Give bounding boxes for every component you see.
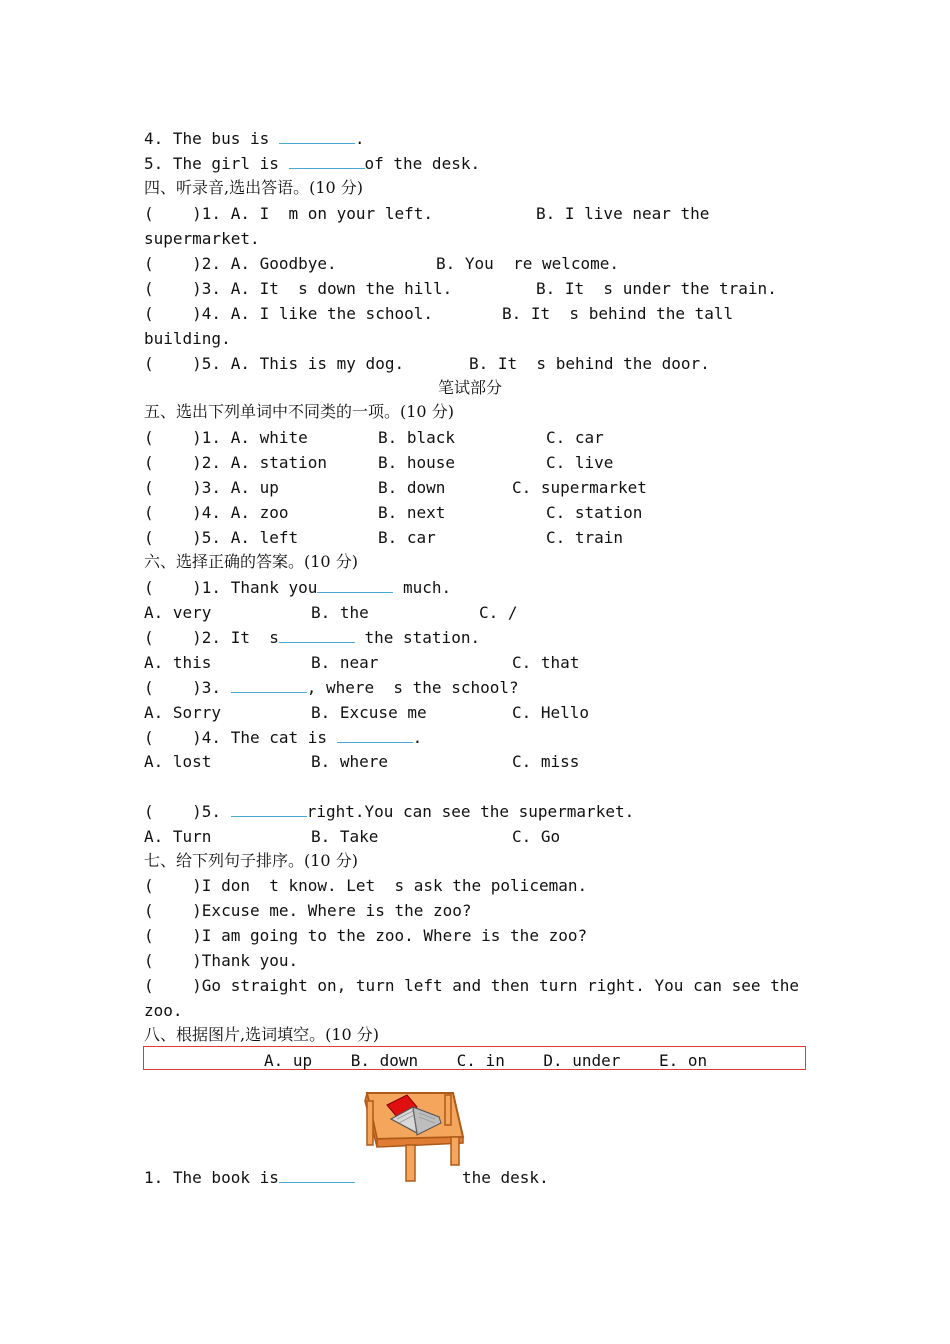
s6-q4: ( )4. The cat is .: [144, 728, 423, 747]
top-q5: 5. The girl is of the desk.: [144, 154, 481, 173]
s6-q1-opt-b: B. the: [311, 603, 369, 622]
s6-q5-opt-a: A. Turn: [144, 827, 212, 846]
written-part-title: 笔试部分: [438, 378, 503, 397]
s4-q3: ( )3. A. It s down the hill.: [144, 279, 453, 298]
section6-heading: 六、选择正确的答案。(10 分): [144, 552, 358, 571]
s6-q5: ( )5. right.You can see the supermarket.: [144, 802, 635, 821]
answer-blank[interactable]: [279, 129, 355, 144]
s4-q4-cont: building.: [144, 329, 231, 348]
s5-row: ( )2. A. station: [144, 453, 328, 472]
s7-line: ( )I don t know. Let s ask the policeman.: [144, 876, 588, 895]
s6-q5-opt-b: B. Take: [311, 827, 379, 846]
s4-q5: ( )5. A. This is my dog.: [144, 354, 405, 373]
s6-q4-opt-a: A. lost: [144, 752, 212, 771]
s4-q2-optb: B. You re welcome.: [436, 254, 620, 273]
answer-blank[interactable]: [279, 1168, 355, 1183]
s5-opt-c: C. train: [546, 528, 624, 547]
section5-heading: 五、选出下列单词中不同类的一项。(10 分): [144, 402, 454, 421]
s5-opt-b: B. down: [378, 478, 446, 497]
s6-q1-opt-c: C. /: [479, 603, 518, 622]
s7-line: ( )Go straight on, turn left and then turn right. You can see the: [144, 976, 800, 995]
s5-row: ( )4. A. zoo: [144, 503, 289, 522]
desk-book-image: [361, 1087, 465, 1185]
s7-line: ( )I am going to the zoo. Where is the zoo?: [144, 926, 588, 945]
s5-opt-c: C. station: [546, 503, 643, 522]
s7-line: ( )Thank you.: [144, 951, 299, 970]
answer-blank[interactable]: [279, 628, 355, 643]
s5-opt-c: C. car: [546, 428, 604, 447]
s7-line: ( )Excuse me. Where is the zoo?: [144, 901, 472, 920]
s4-q1-cont: supermarket.: [144, 229, 260, 248]
s5-row: ( )3. A. up: [144, 478, 279, 497]
s5-row: ( )5. A. left: [144, 528, 299, 547]
s5-opt-b: B. house: [378, 453, 456, 472]
s6-q4-opt-b: B. where: [311, 752, 389, 771]
s8-q1: 1. The book is: [144, 1168, 355, 1188]
s6-q1: ( )1. Thank you much.: [144, 578, 452, 597]
s6-q2: ( )2. It s the station.: [144, 628, 481, 647]
s4-q4: ( )4. A. I like the school.: [144, 304, 433, 323]
top-q4: 4. The bus is .: [144, 129, 365, 148]
answer-blank[interactable]: [231, 802, 307, 817]
s6-q1-opt-a: A. very: [144, 603, 212, 622]
s5-opt-b: B. next: [378, 503, 446, 522]
s6-q4-opt-c: C. miss: [512, 752, 580, 771]
s5-opt-c: C. supermarket: [512, 478, 647, 497]
s4-q5-optb: B. It s behind the door.: [469, 354, 710, 373]
answer-blank[interactable]: [337, 728, 413, 743]
s8-q1-tail: the desk.: [462, 1168, 549, 1187]
s5-opt-b: B. black: [378, 428, 456, 447]
s6-q5-opt-c: C. Go: [512, 827, 561, 846]
s7-line: zoo.: [144, 1001, 183, 1020]
s6-q2-opt-b: B. near: [311, 653, 379, 672]
section4-heading: 四、听录音,选出答语。(10 分): [144, 178, 364, 197]
s6-q3: ( )3. , where s the school?: [144, 678, 519, 697]
s5-opt-c: C. live: [546, 453, 614, 472]
answer-blank[interactable]: [231, 678, 307, 693]
s4-q4-optb: B. It s behind the tall: [502, 304, 734, 323]
section8-heading: 八、根据图片,选词填空。(10 分): [144, 1025, 380, 1044]
s6-q3-opt-c: C. Hello: [512, 703, 590, 722]
s5-row: ( )1. A. white: [144, 428, 308, 447]
s4-q1-optb: B. I live near the: [536, 204, 710, 223]
s5-opt-b: B. car: [378, 528, 436, 547]
answer-blank[interactable]: [317, 578, 393, 593]
s6-q3-opt-a: A. Sorry: [144, 703, 222, 722]
s6-q2-opt-a: A. this: [144, 653, 212, 672]
section7-heading: 七、给下列句子排序。(10 分): [144, 851, 358, 870]
s4-q1: ( )1. A. I m on your left.: [144, 204, 433, 223]
s4-q3-optb: B. It s under the train.: [536, 279, 777, 298]
s4-q2: ( )2. A. Goodbye.: [144, 254, 337, 273]
s6-q2-opt-c: C. that: [512, 653, 580, 672]
word-bank: A. up B. down C. in D. under E. on: [264, 1051, 708, 1070]
answer-blank[interactable]: [289, 154, 365, 169]
s6-q3-opt-b: B. Excuse me: [311, 703, 427, 722]
